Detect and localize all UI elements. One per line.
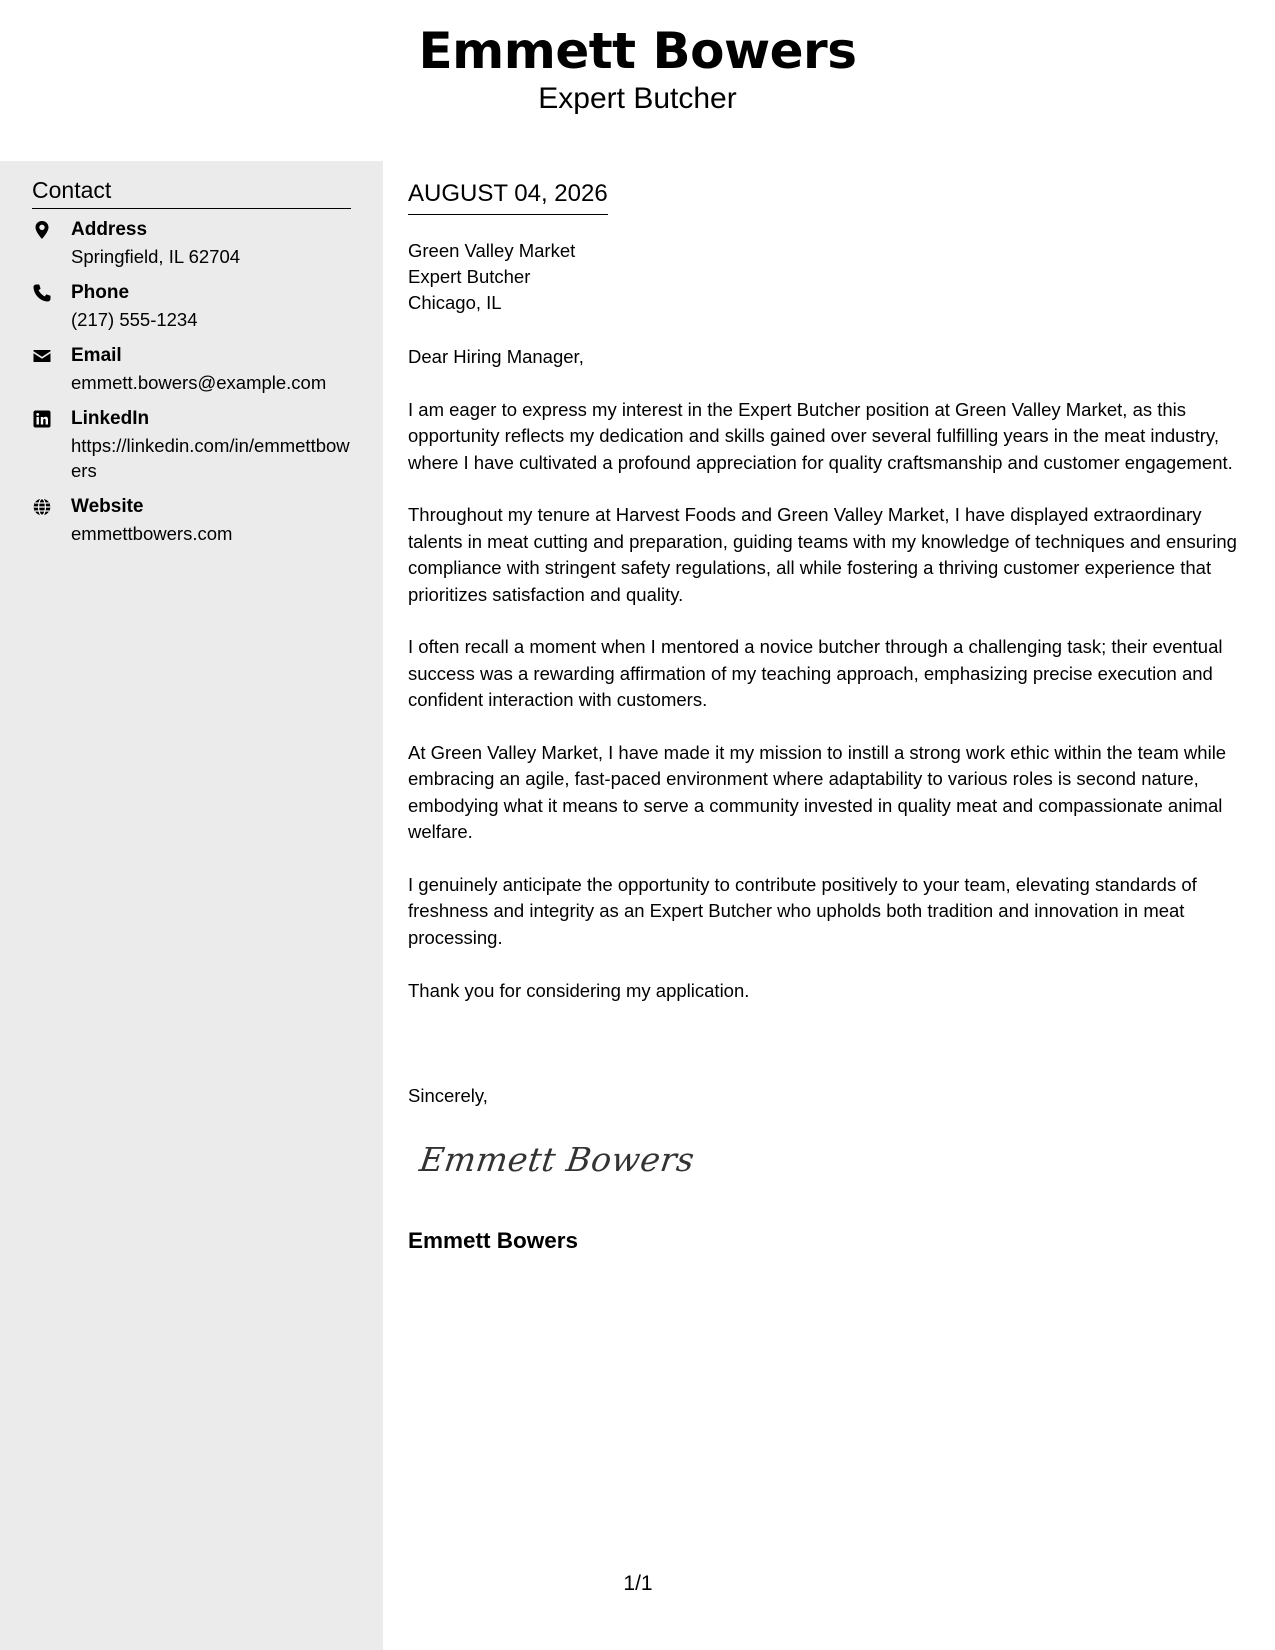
contact-value: emmett.bowers@example.com: [71, 372, 327, 393]
contact-label: Email: [71, 345, 122, 366]
applicant-title: Expert Butcher: [538, 82, 737, 115]
header: [0, 0, 1275, 160]
recipient-block: [408, 238, 575, 316]
letter-date: AUGUST 04, 2026: [408, 180, 608, 215]
location-pin-icon: [32, 220, 54, 242]
globe-icon: [32, 497, 54, 519]
linkedin-icon: [32, 409, 54, 431]
contact-label: Address: [71, 219, 148, 240]
closing: Sincerely,: [408, 1085, 488, 1106]
contact-label: Phone: [71, 282, 130, 303]
contact-label: LinkedIn: [71, 408, 150, 429]
recipient-company: Green Valley Market: [408, 240, 576, 261]
contact-value: https://linkedin.com/in/emmettbowers: [71, 435, 350, 481]
signer-name: Emmett Bowers: [408, 1228, 579, 1253]
applicant-name: Emmett Bowers: [418, 22, 857, 80]
body-paragraph: I am eager to express my interest in the Expert Butcher position at Green Valley Market, as this opportunity reflects my dedication and skills gained over several fulfilling years in the meat industry, where I have cultivated a profound appreciation for quality craftsmanship and customer engagement.: [408, 398, 1233, 473]
page-number: 1/1: [623, 1572, 653, 1595]
greeting: Dear Hiring Manager,: [408, 346, 584, 367]
body-paragraph: Throughout my tenure at Harvest Foods and Green Valley Market, I have displayed extraordinary talents in meat cutting and preparation, guiding teams with my knowledge of techniques and ensuring compliance with stringent safety regulations, all while fostering a thriving customer experience that prioritizes satisfaction and quality.: [408, 504, 1237, 605]
recipient-position: Expert Butcher: [408, 266, 531, 287]
contact-value: emmettbowers.com: [71, 523, 233, 544]
phone-icon: [32, 283, 54, 305]
body-paragraph: I often recall a moment when I mentored a novice butcher through a challenging task; their eventual success was a rewarding affirmation of my teaching approach, emphasizing precise execution and confident interaction with customers.: [408, 636, 1223, 711]
body-paragraph: Thank you for considering my application.: [408, 979, 750, 1001]
recipient-location: Chicago, IL: [408, 292, 502, 313]
letter-body: [408, 344, 1248, 1030]
body-paragraph: I genuinely anticipate the opportunity to contribute positively to your team, elevating standards of freshness and integrity as an Expert Butcher who upholds both tradition and innovation in meat processing.: [408, 874, 1197, 948]
envelope-icon: [32, 346, 54, 368]
contact-label: Website: [71, 496, 144, 517]
body-paragraph: At Green Valley Market, I have made it my mission to instill a strong work ethic within the team while embracing an agile, fast-paced environment where adaptability to various roles is second nature, embodying what it means to serve a community invested in quality meat and compassionate animal welfare.: [408, 742, 1227, 843]
signature: Emmett Bowers: [417, 1140, 698, 1179]
contact-heading: Contact: [32, 177, 351, 209]
contact-value: Springfield, IL 62704: [71, 246, 241, 267]
contact-value: (217) 555-1234: [71, 309, 198, 330]
